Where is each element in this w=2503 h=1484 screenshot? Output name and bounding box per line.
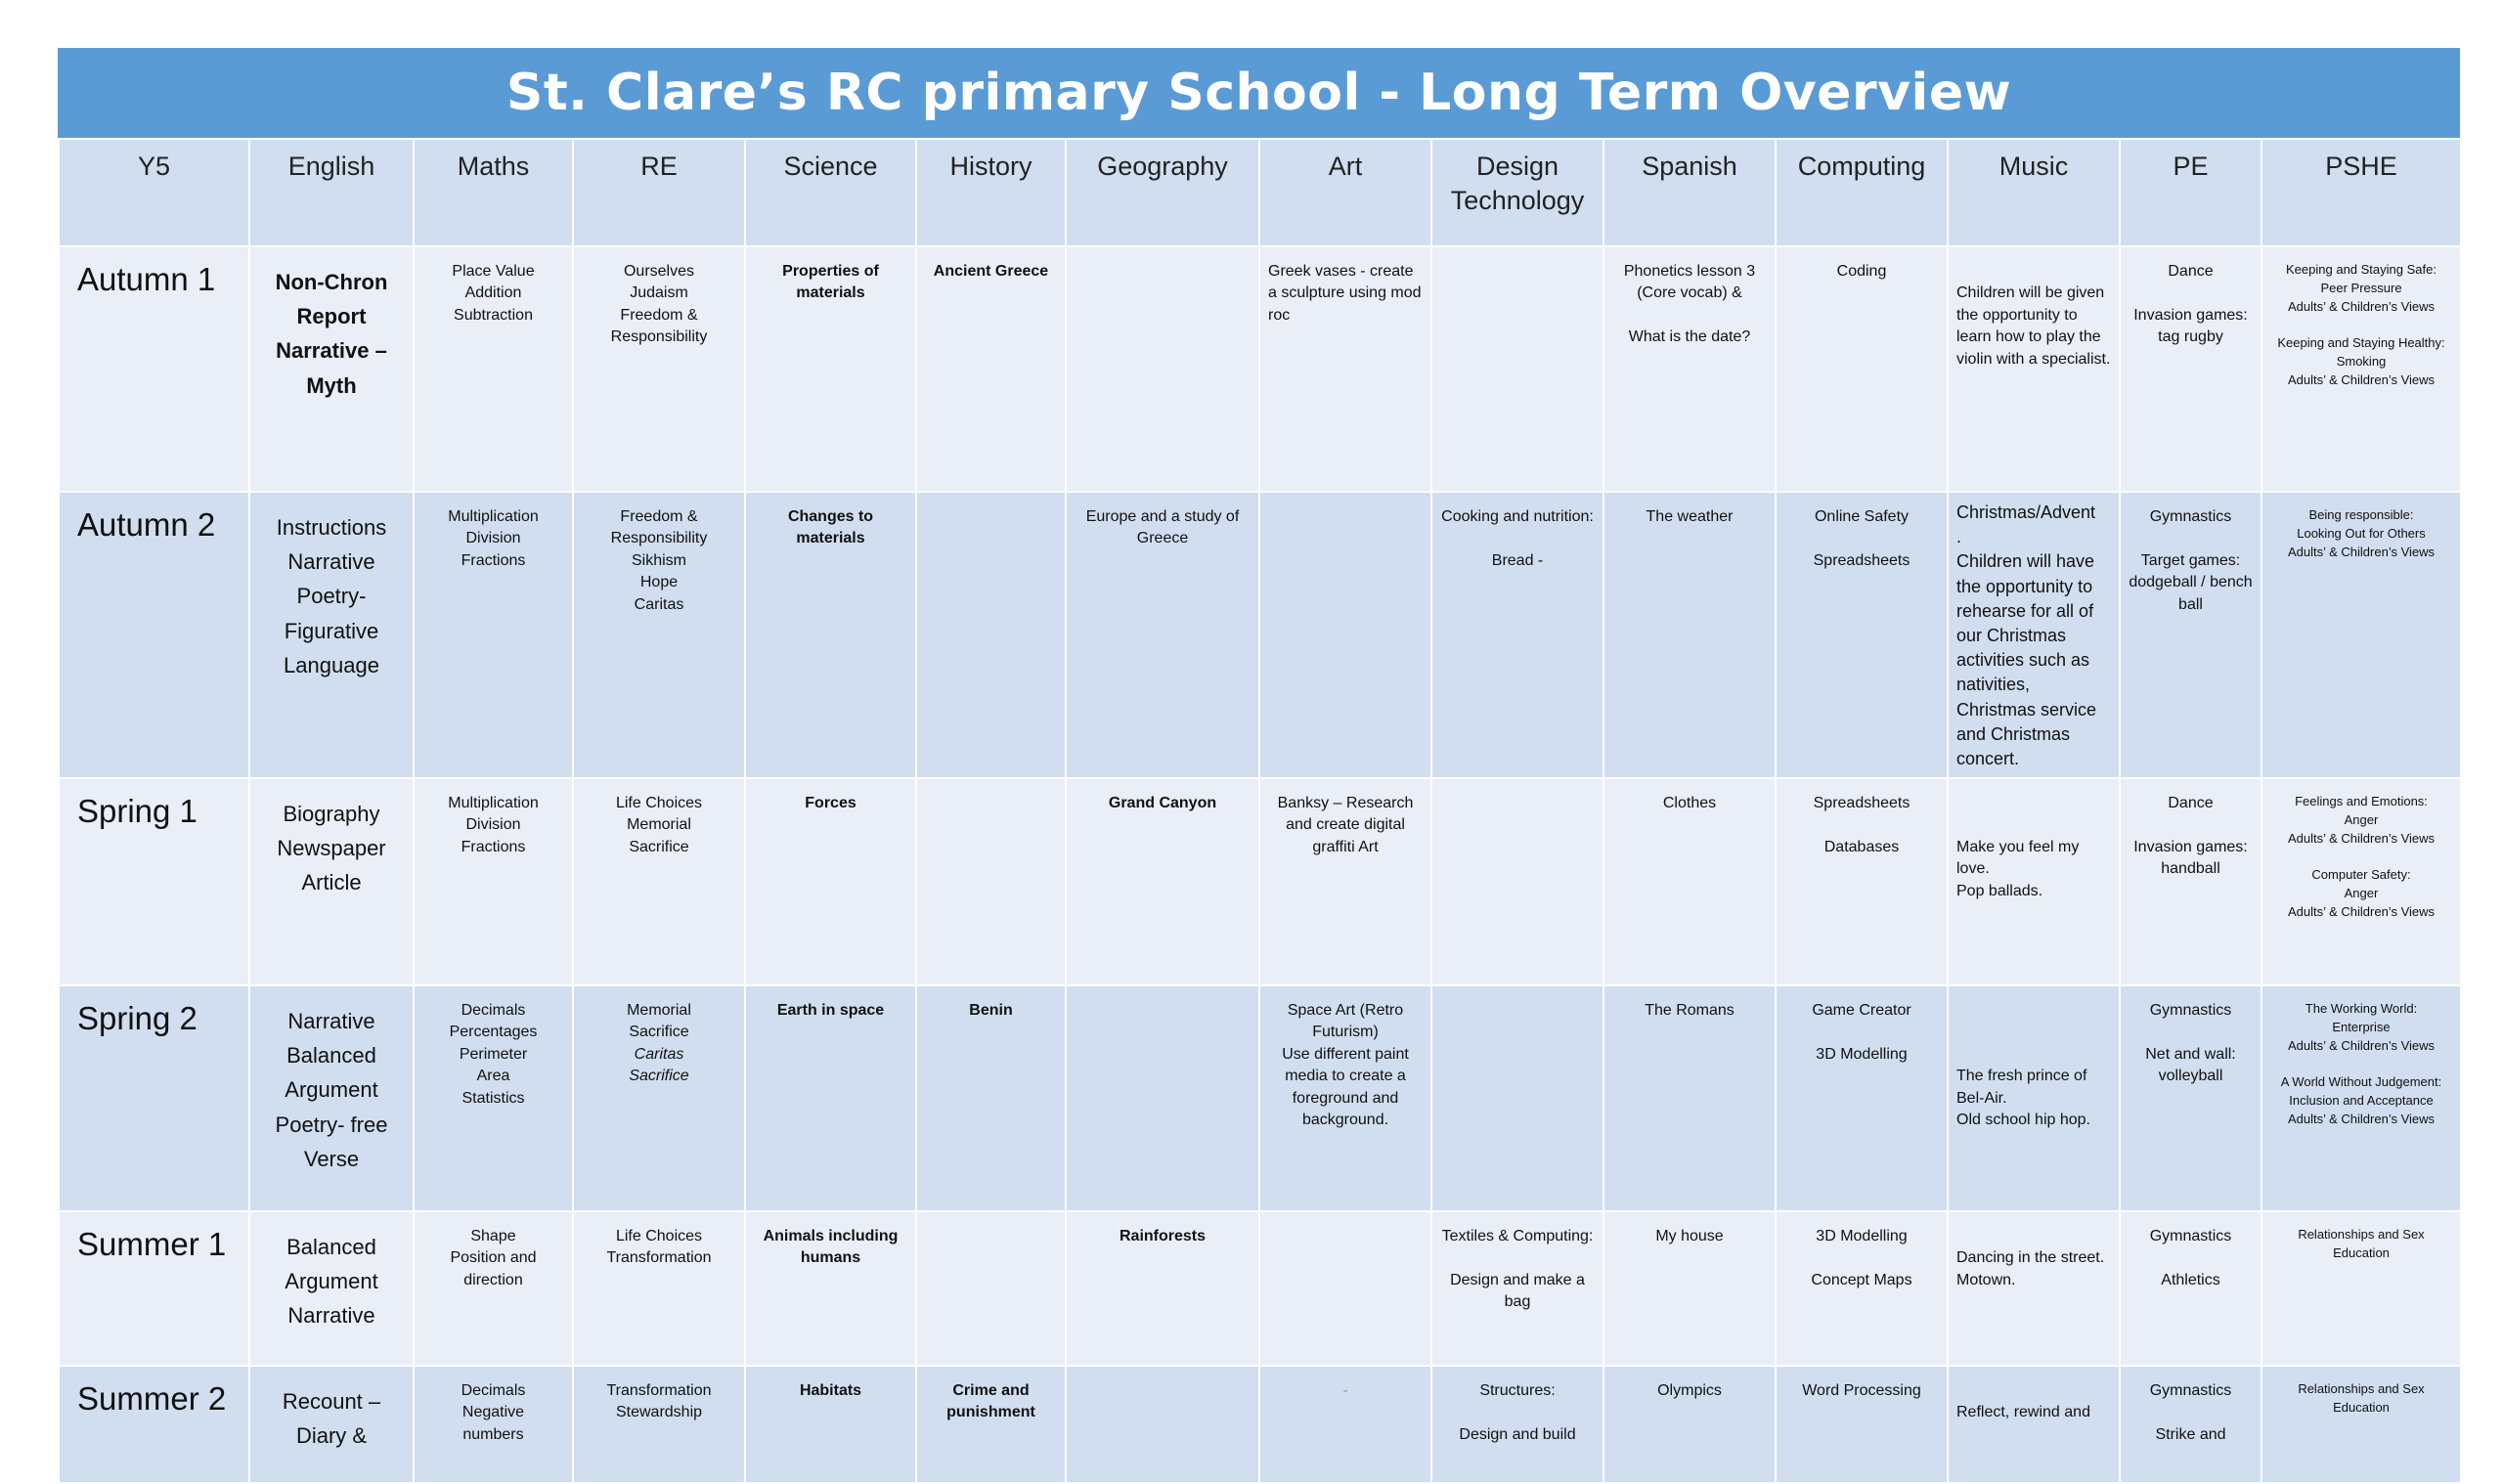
header-music: Music: [1948, 139, 2120, 246]
maths-cell: Decimals Negative numbers: [414, 1366, 573, 1483]
re-line: Sacrifice: [629, 1024, 689, 1041]
history-cell: Crime and punishment: [916, 1366, 1066, 1483]
computing-cell: Word Processing: [1776, 1366, 1948, 1483]
term-label: Summer 2: [59, 1366, 249, 1483]
computing-cell: Coding: [1776, 246, 1948, 492]
english-cell: Instructions Narrative Poetry- Figurative Language: [249, 492, 414, 778]
geography-cell: Grand Canyon: [1066, 778, 1259, 985]
year-label: Y5: [59, 139, 249, 246]
pe-cell: Gymnastics Athletics: [2120, 1211, 2261, 1366]
re-cell: Life Choices Transformation: [573, 1211, 745, 1366]
table-row: [59, 1211, 2461, 1366]
header-english: English: [249, 139, 414, 246]
maths-cell: Multiplication Division Fractions: [414, 778, 573, 985]
english-cell: Recount – Diary &: [249, 1366, 414, 1483]
english-cell: Balanced Argument Narrative: [249, 1211, 414, 1366]
art-cell: Space Art (Retro Futurism) Use different paint media to create a foreground and background.: [1259, 985, 1431, 1211]
spanish-cell: My house: [1603, 1211, 1776, 1366]
re-cell: Freedom & Responsibility Sikhism Hope Caritas: [573, 492, 745, 778]
table-row: [59, 1366, 2461, 1483]
spanish-cell: Clothes: [1603, 778, 1776, 985]
pshe-cell: Relationships and Sex Education: [2261, 1211, 2461, 1366]
header-history: History: [916, 139, 1066, 246]
table-row: [59, 246, 2461, 492]
table-row: [59, 492, 2461, 778]
art-cell: [1259, 492, 1431, 778]
science-cell: Animals including humans: [745, 1211, 916, 1366]
overview-sheet: [58, 48, 2460, 1484]
re-line-italic: Sacrifice: [629, 1068, 689, 1085]
re-cell: Ourselves Judaism Freedom & Responsibility: [573, 246, 745, 492]
music-cell: Reflect, rewind and: [1948, 1366, 2120, 1483]
art-cell: Greek vases - create a sculpture using mod roc: [1259, 246, 1431, 492]
spanish-cell: The Romans: [1603, 985, 1776, 1211]
history-cell: [916, 1211, 1066, 1366]
header-science: Science: [745, 139, 916, 246]
header-computing: Computing: [1776, 139, 1948, 246]
pe-cell: Gymnastics Strike and: [2120, 1366, 2261, 1483]
pe-cell: Gymnastics Net and wall: volleyball: [2120, 985, 2261, 1211]
history-cell: Ancient Greece: [916, 246, 1066, 492]
dt-cell: [1431, 985, 1603, 1211]
header-pshe: PSHE: [2261, 139, 2461, 246]
re-cell: Life Choices Memorial Sacrifice: [573, 778, 745, 985]
term-label: Autumn 1: [59, 246, 249, 492]
dt-cell: Structures: Design and build: [1431, 1366, 1603, 1483]
dt-cell: Textiles & Computing: Design and make a bag: [1431, 1211, 1603, 1366]
geography-cell: Rainforests: [1066, 1211, 1259, 1366]
geography-cell: [1066, 1366, 1259, 1483]
science-cell: Habitats: [745, 1366, 916, 1483]
english-cell: Biography Newspaper Article: [249, 778, 414, 985]
science-cell: Forces: [745, 778, 916, 985]
header-spanish: Spanish: [1603, 139, 1776, 246]
header-re: RE: [573, 139, 745, 246]
pshe-cell: Feelings and Emotions: Anger Adults’ & Children’s Views Computer Safety: Anger Adults’ & Children’s Views: [2261, 778, 2461, 985]
header-geography: Geography: [1066, 139, 1259, 246]
pshe-cell: Being responsible: Looking Out for Others Adults’ & Children’s Views: [2261, 492, 2461, 778]
english-cell: Narrative Balanced Argument Poetry- free Verse: [249, 985, 414, 1211]
maths-cell: Decimals Percentages Perimeter Area Statistics: [414, 985, 573, 1211]
page-title: St. Clare’s RC primary School - Long Term Overview: [58, 48, 2460, 138]
re-cell: Transformation Stewardship: [573, 1366, 745, 1483]
computing-cell: Spreadsheets Databases: [1776, 778, 1948, 985]
header-maths: Maths: [414, 139, 573, 246]
art-cell: -: [1259, 1366, 1431, 1483]
maths-cell: Multiplication Division Fractions: [414, 492, 573, 778]
science-cell: Earth in space: [745, 985, 916, 1211]
computing-cell: Online Safety Spreadsheets: [1776, 492, 1948, 778]
geography-cell: [1066, 985, 1259, 1211]
history-cell: Benin: [916, 985, 1066, 1211]
science-cell: Changes to materials: [745, 492, 916, 778]
table-row: [59, 778, 2461, 985]
spanish-cell: Olympics: [1603, 1366, 1776, 1483]
computing-cell: 3D Modelling Concept Maps: [1776, 1211, 1948, 1366]
re-line: Memorial: [627, 1002, 691, 1020]
computing-cell: Game Creator 3D Modelling: [1776, 985, 1948, 1211]
science-cell: Properties of materials: [745, 246, 916, 492]
music-cell: The fresh prince of Bel-Air. Old school hip hop.: [1948, 985, 2120, 1211]
header-pe: PE: [2120, 139, 2261, 246]
header-art: Art: [1259, 139, 1431, 246]
header-row: [59, 139, 2461, 246]
music-cell: Make you feel my love. Pop ballads.: [1948, 778, 2120, 985]
spanish-cell: Phonetics lesson 3 (Core vocab) & What is the date?: [1603, 246, 1776, 492]
pshe-cell: Relationships and Sex Education: [2261, 1366, 2461, 1483]
overview-table: [58, 138, 2462, 1484]
re-line-italic: Caritas: [634, 1045, 684, 1063]
re-cell: [573, 985, 745, 1211]
pshe-cell: The Working World: Enterprise Adults’ & Children’s Views A World Without Judgement: Inclusion and Acceptance Adults’ & Children’s Views: [2261, 985, 2461, 1211]
music-cell: Children will be given the opportunity to learn how to play the violin with a specialist.: [1948, 246, 2120, 492]
term-label: Spring 1: [59, 778, 249, 985]
dt-cell: Cooking and nutrition: Bread -: [1431, 492, 1603, 778]
pe-cell: Gymnastics Target games: dodgeball / bench ball: [2120, 492, 2261, 778]
geography-cell: Europe and a study of Greece: [1066, 492, 1259, 778]
dt-cell: [1431, 246, 1603, 492]
spanish-cell: The weather: [1603, 492, 1776, 778]
history-cell: [916, 492, 1066, 778]
music-cell: Dancing in the street. Motown.: [1948, 1211, 2120, 1366]
header-dt: Design Technology: [1431, 139, 1603, 246]
term-label: Spring 2: [59, 985, 249, 1211]
pe-cell: Dance Invasion games: tag rugby: [2120, 246, 2261, 492]
english-cell: Non-Chron Report Narrative – Myth: [249, 246, 414, 492]
geography-cell: [1066, 246, 1259, 492]
table-row: [59, 985, 2461, 1211]
music-cell: Christmas/Advent . Children will have the opportunity to rehearse for all of our Christmas activities such as nativities, Christmas service and Christmas concert.: [1948, 492, 2120, 778]
term-label: Autumn 2: [59, 492, 249, 778]
dt-cell: [1431, 778, 1603, 985]
maths-cell: Place Value Addition Subtraction: [414, 246, 573, 492]
pe-cell: Dance Invasion games: handball: [2120, 778, 2261, 985]
maths-cell: Shape Position and direction: [414, 1211, 573, 1366]
art-cell: Banksy – Research and create digital graffiti Art: [1259, 778, 1431, 985]
term-label: Summer 1: [59, 1211, 249, 1366]
history-cell: [916, 778, 1066, 985]
art-cell: [1259, 1211, 1431, 1366]
pshe-cell: Keeping and Staying Safe: Peer Pressure Adults’ & Children’s Views Keeping and Staying Healthy: Smoking Adults’ & Children’s Views: [2261, 246, 2461, 492]
